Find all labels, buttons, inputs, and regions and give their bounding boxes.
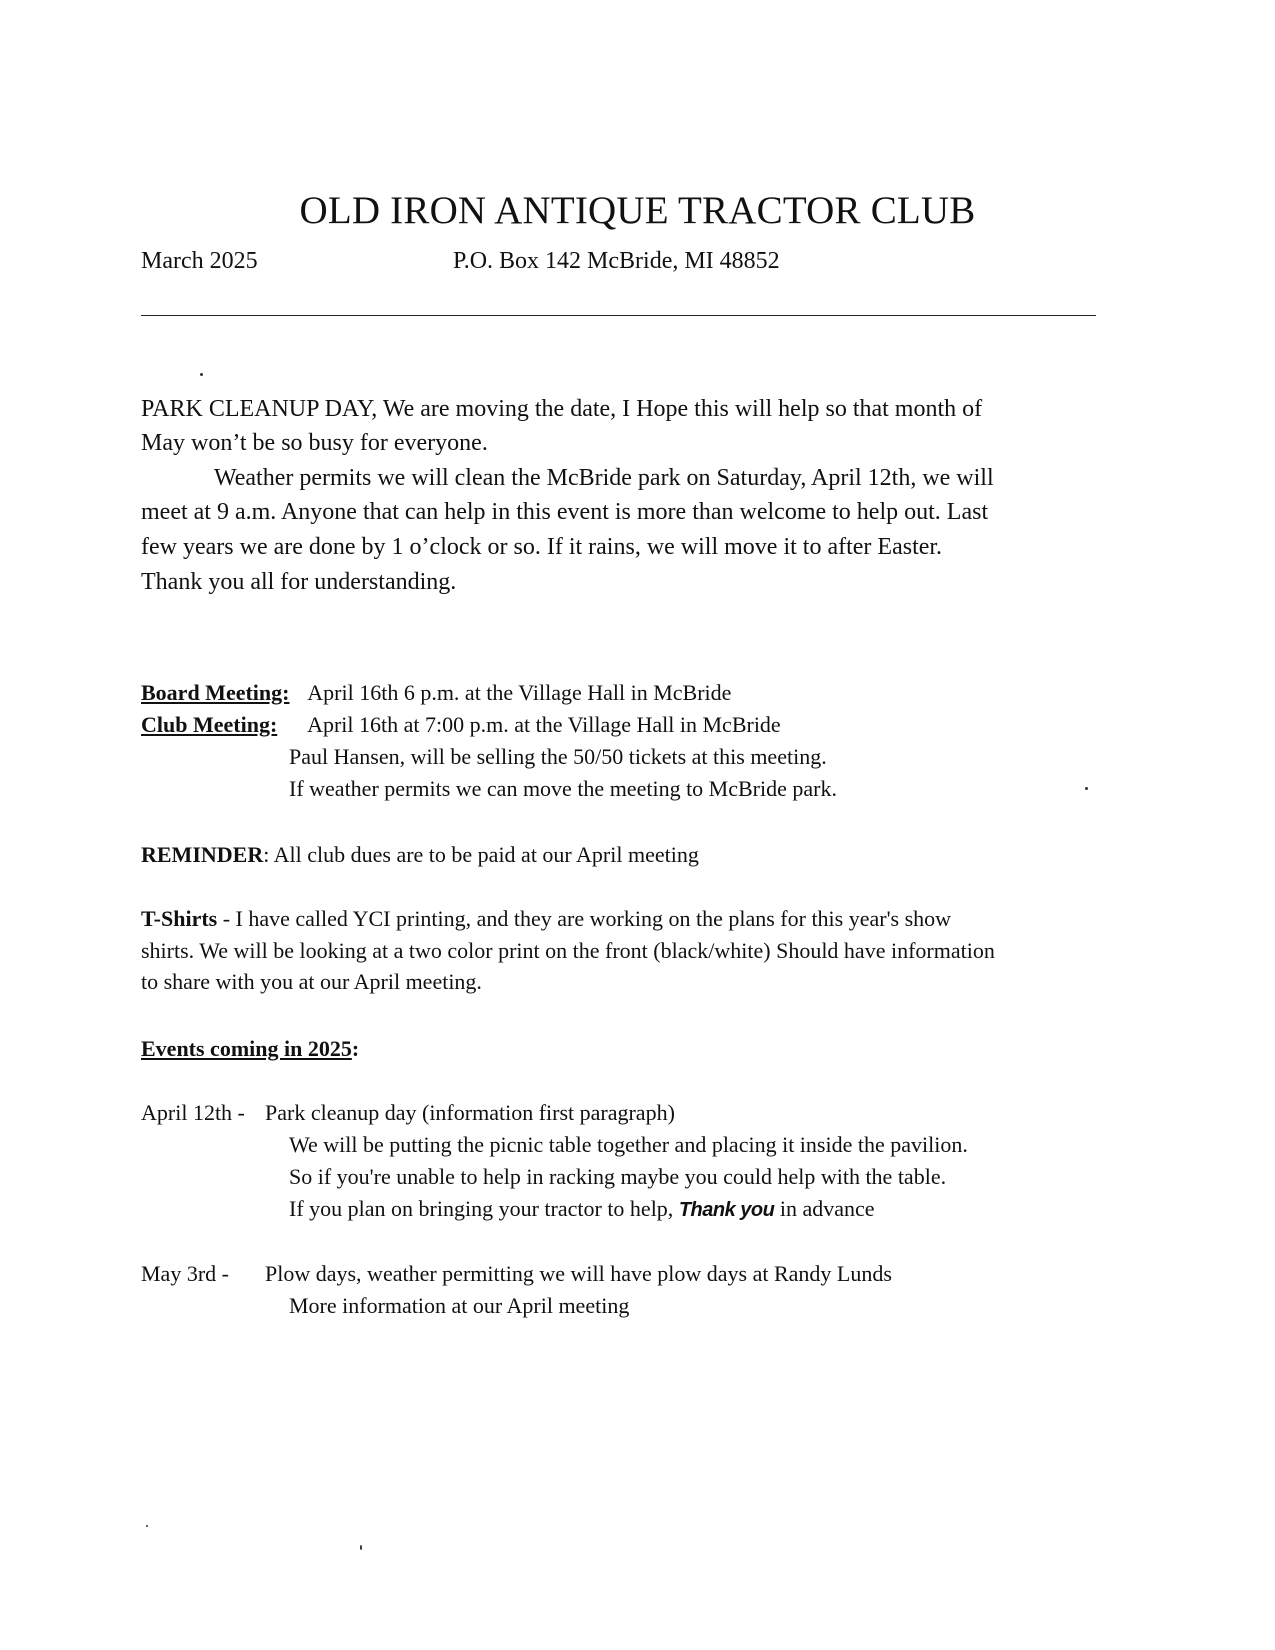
cleanup-line-5: few years we are done by 1 o’clock or so. If it rains, we will move it to after Easter. [141,534,943,560]
tshirts-text-1: - I have called YCI printing, and they are working on the plans for this year's show [217,906,952,931]
thank-you-text: Thank you [678,1199,775,1221]
event-april-note-2: So if you're unable to help in racking maybe you could help with the table. [289,1164,947,1189]
club-meeting-label: Club Meeting: [141,712,278,737]
scan-speck [200,373,203,376]
scan-speck [1085,787,1088,790]
scan-speck [146,1525,148,1527]
board-meeting [141,680,731,706]
events-heading: Events coming in 2025: [141,1036,360,1061]
board-meeting-label: Board Meeting: [141,680,290,705]
cleanup-line-1: PARK CLEANUP DAY, We are moving the date, I Hope this will help so that month of [141,396,983,422]
issue-date: March 2025 [141,248,258,274]
event-april-note-1: We will be putting the picnic table together and placing it inside the pavilion. [289,1132,968,1157]
event-may-text: Plow days, weather permitting we will have plow days at Randy Lunds [265,1261,892,1286]
tshirts-line-2: shirts. We will be looking at a two color print on the front (black/white) Should have information [141,938,995,963]
scan-speck [360,1545,362,1550]
header-divider [141,315,1096,316]
club-meeting-note-1: Paul Hansen, will be selling the 50/50 tickets at this meeting. [289,744,827,769]
reminder-text: : All club dues are to be paid at our April meeting [263,842,699,867]
event-april-date: April 12th - [141,1100,245,1125]
board-meeting-text: April 16th 6 p.m. at the Village Hall in McBride [307,680,732,705]
reminder [141,842,699,868]
event-april-note-3: If you plan on bringing your tractor to help, Thank you in advance [289,1196,875,1221]
tshirts-line-1 [141,906,951,932]
event-may-note: More information at our April meeting [289,1293,630,1318]
cleanup-line-6: Thank you all for understanding. [141,569,457,595]
tshirts-line-3: to share with you at our April meeting. [141,969,482,994]
tshirts-label: T-Shirts [141,906,218,931]
club-title: OLD IRON ANTIQUE TRACTOR CLUB [299,189,976,232]
club-meeting [141,712,781,738]
club-meeting-note-2: If weather permits we can move the meeting to McBride park. [289,776,837,801]
cleanup-line-3: Weather permits we will clean the McBride park on Saturday, April 12th, we will [214,465,994,491]
event-april-text: Park cleanup day (information first paragraph) [265,1100,675,1125]
cleanup-line-4: meet at 9 a.m. Anyone that can help in this event is more than welcome to help out. Last [141,499,989,525]
event-may-date: May 3rd - [141,1261,229,1286]
cleanup-line-2: May won’t be so busy for everyone. [141,430,488,456]
reminder-label: REMINDER [141,842,264,867]
club-meeting-text: April 16th at 7:00 p.m. at the Village Hall in McBride [307,712,781,737]
events-heading-text: Events coming in 2025 [141,1036,352,1061]
club-address: P.O. Box 142 McBride, MI 48852 [453,248,780,274]
